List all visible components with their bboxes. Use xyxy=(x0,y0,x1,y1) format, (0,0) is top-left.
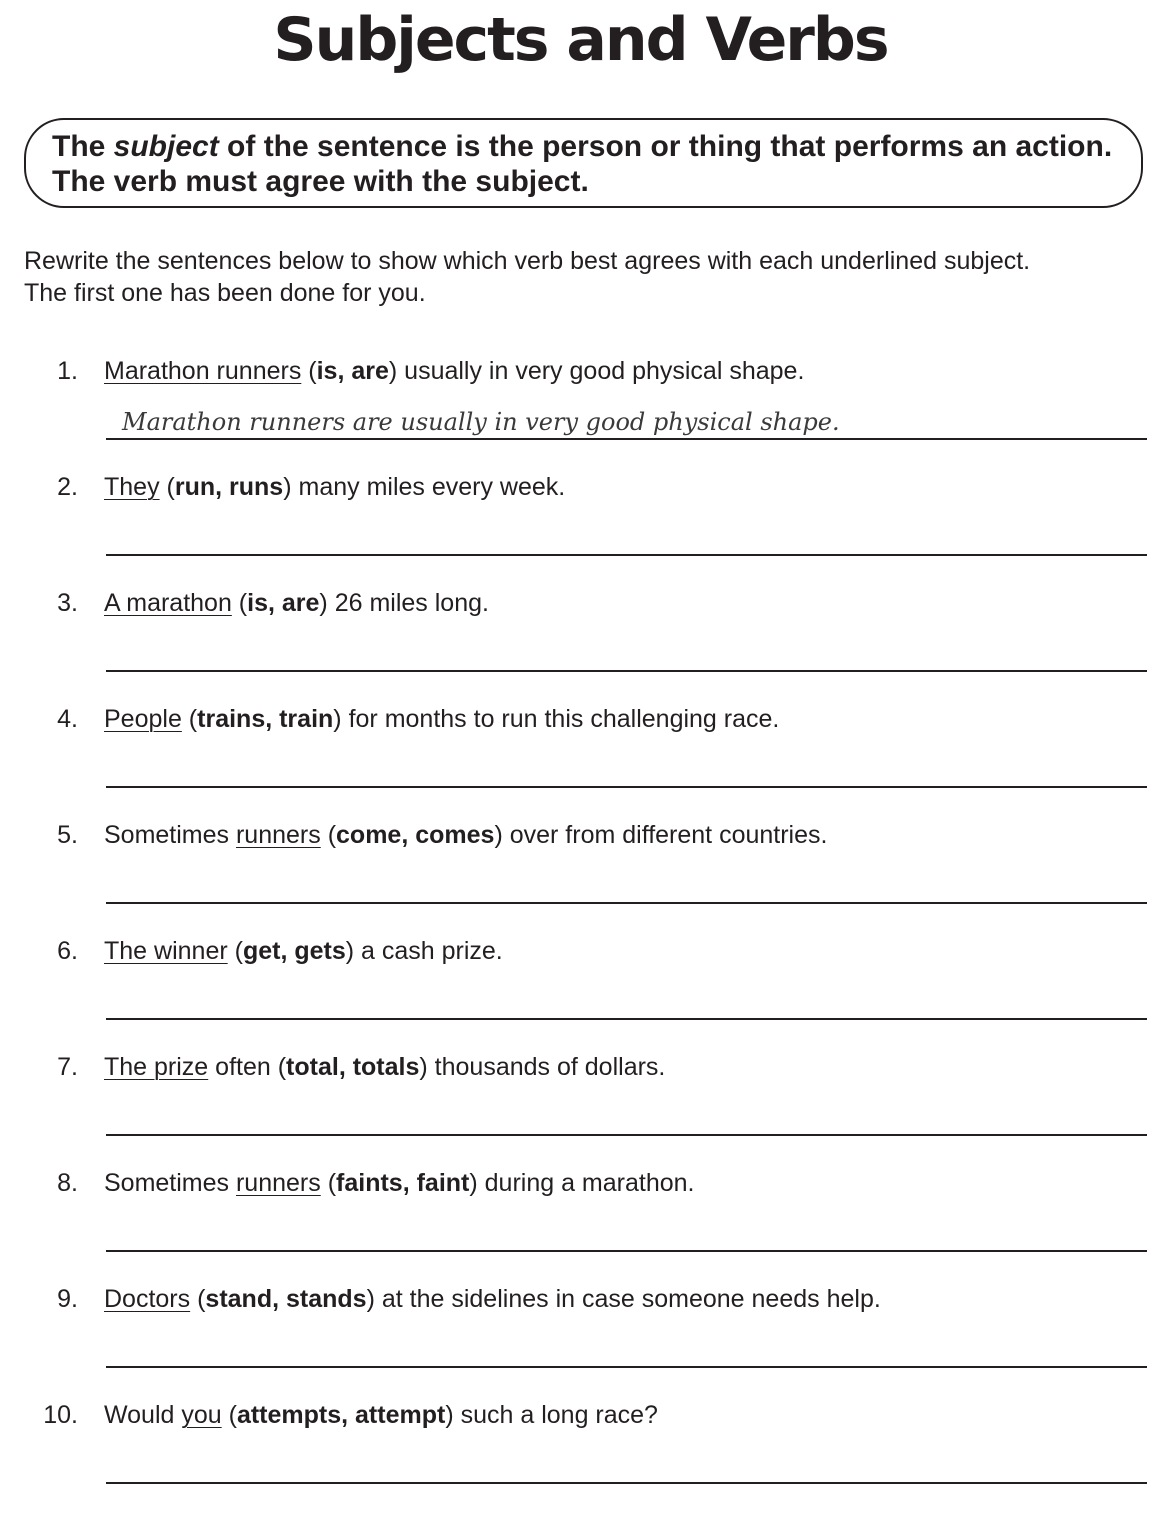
item-sentence xyxy=(104,819,827,851)
exercise-item xyxy=(0,471,1161,587)
exercise-item xyxy=(0,819,1161,935)
definition-box xyxy=(24,118,1143,208)
sentence-suffix: ) 26 miles long. xyxy=(319,589,489,617)
answer-line[interactable] xyxy=(106,902,1147,904)
sentence-suffix: ) thousands of dollars. xyxy=(419,1053,666,1081)
underlined-subject: runners xyxy=(235,1169,321,1197)
underlined-subject: A marathon xyxy=(104,589,232,617)
verb-choices: trains, train xyxy=(197,705,334,733)
worksheet-title: Subjects and Verbs xyxy=(273,5,888,75)
exercise-item xyxy=(0,1167,1161,1283)
verb-choices: stand, stands xyxy=(205,1285,367,1313)
answer-line[interactable] xyxy=(106,554,1147,556)
item-sentence xyxy=(104,1167,695,1199)
verb-choices: is, are xyxy=(316,357,389,385)
sentence-connector: ( xyxy=(320,1169,337,1197)
item-number: 10. xyxy=(43,1401,78,1429)
answer-line[interactable] xyxy=(106,1482,1147,1484)
sentence-suffix: ) usually in very good physical shape. xyxy=(388,357,805,385)
instructions-line-1: Rewrite the sentences below to show which verb best agrees with each underlined subject. xyxy=(24,247,1031,275)
exercise-item xyxy=(0,587,1161,703)
item-number: 3. xyxy=(57,589,78,617)
answer-line[interactable] xyxy=(106,670,1147,672)
sentence-connector: ( xyxy=(231,589,248,617)
verb-choices: get, gets xyxy=(242,937,346,965)
exercise-item xyxy=(0,1051,1161,1167)
exercise-item xyxy=(0,935,1161,1051)
sentence-suffix: ) during a marathon. xyxy=(469,1169,695,1197)
item-sentence xyxy=(104,1399,658,1431)
instructions xyxy=(24,245,1144,309)
sentence-connector: ( xyxy=(181,705,198,733)
verb-choices: run, runs xyxy=(174,473,284,501)
item-number: 5. xyxy=(57,821,78,849)
sentence-connector: ( xyxy=(301,357,317,385)
answer-line[interactable] xyxy=(106,786,1147,788)
item-number: 9. xyxy=(57,1285,78,1313)
item-sentence xyxy=(104,355,804,387)
verb-choices: is, are xyxy=(247,589,320,617)
underlined-subject: People xyxy=(104,705,182,733)
sentence-prefix: Sometimes xyxy=(104,1169,236,1197)
definition-text-end: of the sentence is the person or thing that performs an action. The verb must agree with the subject. xyxy=(52,130,1113,198)
answer-line[interactable] xyxy=(106,1250,1147,1252)
sentence-connector: ( xyxy=(227,937,243,965)
sentence-connector: ( xyxy=(221,1401,237,1429)
item-sentence xyxy=(104,587,489,619)
exercise-item xyxy=(0,1283,1161,1399)
item-sentence xyxy=(104,1283,881,1315)
exercise-item xyxy=(0,355,1161,471)
underlined-subject: They xyxy=(104,473,160,501)
item-number: 7. xyxy=(57,1053,78,1081)
sentence-suffix: ) at the sidelines in case someone needs help. xyxy=(366,1285,881,1313)
item-number: 6. xyxy=(57,937,78,965)
answer-line[interactable] xyxy=(106,1018,1147,1020)
sentence-suffix: ) over from different countries. xyxy=(494,821,828,849)
answer-line[interactable] xyxy=(106,1366,1147,1368)
verb-choices: come, comes xyxy=(336,821,495,849)
item-number: 4. xyxy=(57,705,78,733)
sentence-connector: often ( xyxy=(208,1053,287,1081)
sentence-suffix: ) a cash prize. xyxy=(345,937,503,965)
sentence-prefix: Sometimes xyxy=(104,821,236,849)
verb-choices: total, totals xyxy=(286,1053,420,1081)
item-number: 8. xyxy=(57,1169,78,1197)
answer-line[interactable] xyxy=(106,1134,1147,1136)
underlined-subject: you xyxy=(181,1401,222,1429)
underlined-subject: Marathon runners xyxy=(104,357,302,385)
definition-emphasis: subject xyxy=(113,130,219,163)
sentence-connector: ( xyxy=(190,1285,206,1313)
item-number: 1. xyxy=(57,357,78,385)
sentence-connector: ( xyxy=(159,473,175,501)
sample-answer: Marathon runners are usually in very good physical shape. xyxy=(122,408,840,436)
sentence-suffix: ) such a long race? xyxy=(445,1401,658,1429)
instructions-line-2: The first one has been done for you. xyxy=(24,279,426,307)
item-sentence xyxy=(104,703,779,735)
underlined-subject: The winner xyxy=(104,937,228,965)
answer-line[interactable] xyxy=(106,438,1147,440)
exercise-item xyxy=(0,703,1161,819)
item-sentence xyxy=(104,471,565,503)
sentence-prefix: Would xyxy=(104,1401,182,1429)
underlined-subject: runners xyxy=(235,821,321,849)
item-sentence xyxy=(104,1051,665,1083)
sentence-suffix: ) many miles every week. xyxy=(283,473,566,501)
underlined-subject: Doctors xyxy=(104,1285,191,1313)
definition-text-start: The xyxy=(52,130,114,163)
exercise-item xyxy=(0,1399,1161,1515)
verb-choices: attempts, attempt xyxy=(236,1401,446,1429)
sentence-connector: ( xyxy=(320,821,337,849)
item-number: 2. xyxy=(57,473,78,501)
sentence-suffix: ) for months to run this challenging race. xyxy=(333,705,780,733)
item-sentence xyxy=(104,935,503,967)
underlined-subject: The prize xyxy=(104,1053,209,1081)
verb-choices: faints, faint xyxy=(336,1169,470,1197)
